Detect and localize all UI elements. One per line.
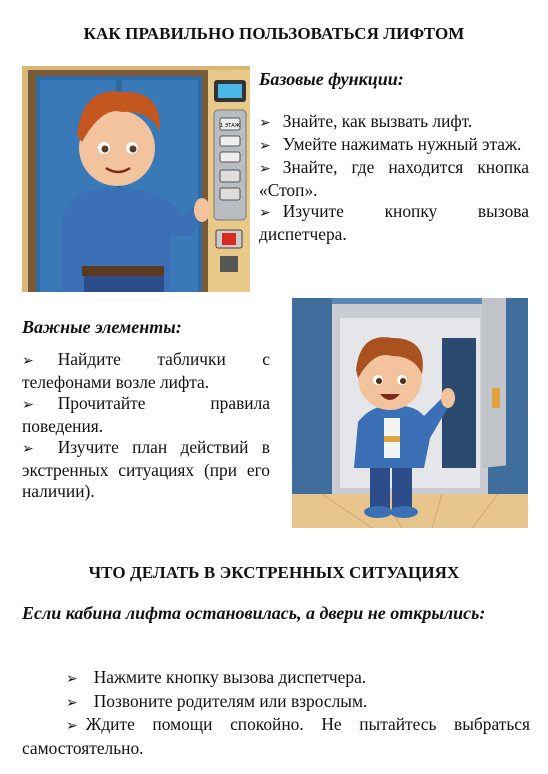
list-item: ➢ Найдите таблички с телефонами возле лифта. xyxy=(22,349,270,392)
section1-heading: Базовые функции: xyxy=(259,69,404,89)
list-item: ➢ Знайте, где находится кнопка «Стоп». xyxy=(259,157,529,200)
section2-heading: Важные элементы: xyxy=(22,317,182,337)
illustration-boy-in-open-elevator xyxy=(292,298,528,528)
arrow-bullet-icon: ➢ xyxy=(66,718,78,734)
section2-list xyxy=(22,349,270,502)
list-item: ➢ Изучите план действий в экстренных ситуациях (при его наличии). xyxy=(22,437,270,501)
illustration-boy-at-elevator-panel xyxy=(22,66,250,292)
section3-list xyxy=(22,667,530,759)
page-title: КАК ПРАВИЛЬНО ПОЛЬЗОВАТЬСЯ ЛИФТОМ xyxy=(83,24,465,43)
arrow-bullet-icon: ➢ xyxy=(22,397,34,413)
arrow-bullet-icon: ➢ xyxy=(66,671,78,687)
arrow-bullet-icon: ➢ xyxy=(22,441,34,457)
arrow-bullet-icon: ➢ xyxy=(259,205,271,221)
list-item: ➢ Прочитайте правила поведения. xyxy=(22,393,270,436)
arrow-bullet-icon: ➢ xyxy=(66,694,78,711)
section1-list xyxy=(259,111,529,245)
list-item: ➢ Умейте нажимать нужный этаж. xyxy=(259,134,529,157)
arrow-bullet-icon: ➢ xyxy=(22,353,34,369)
list-item: ➢ Нажмите кнопку вызова диспетчера. xyxy=(22,667,530,691)
arrow-bullet-icon: ➢ xyxy=(259,138,271,154)
list-item: ➢ Ждите помощи спокойно. Не пытайтесь выбраться самостоятельно. xyxy=(22,714,530,758)
list-item: ➢ Позвоните родителям или взрослым. xyxy=(22,691,530,715)
arrow-bullet-icon: ➢ xyxy=(259,115,271,131)
list-item: ➢ Изучите кнопку вызова диспетчера. xyxy=(259,201,529,244)
section3-heading: Если кабина лифта остановилась, а двери не открылись: xyxy=(22,603,486,623)
arrow-bullet-icon: ➢ xyxy=(259,161,271,177)
section-title-emergency: ЧТО ДЕЛАТЬ В ЭКСТРЕННЫХ СИТУАЦИЯХ xyxy=(88,563,460,582)
panel-button-text: 1 ЭТАЖ xyxy=(219,123,241,129)
list-item: ➢ Знайте, как вызвать лифт. xyxy=(259,111,529,134)
